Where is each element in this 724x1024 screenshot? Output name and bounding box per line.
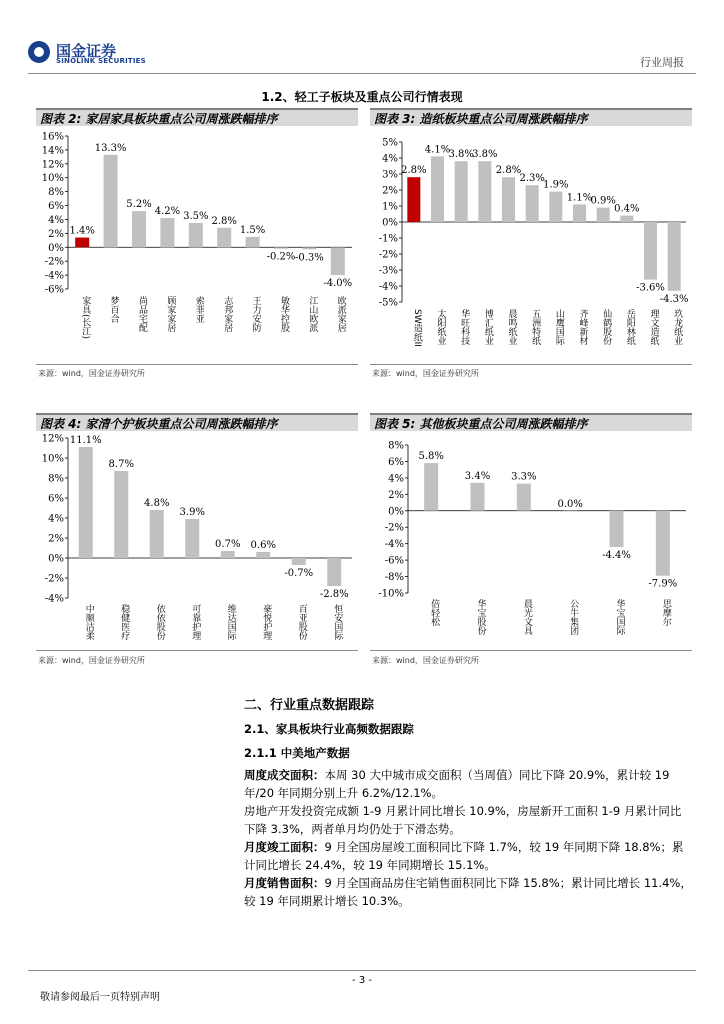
bar (668, 222, 681, 291)
category-label: 山鹰国际 (553, 309, 564, 345)
y-tick-label: -4% (384, 539, 404, 551)
data-label: 5.8% (418, 451, 444, 463)
category-label: 倍轻松 (429, 599, 440, 626)
bar (563, 511, 577, 512)
data-label: 2.3% (519, 173, 545, 185)
paragraph-label: 周度成交面积： (244, 768, 325, 782)
data-label: 1.9% (543, 179, 569, 191)
bar (455, 161, 468, 222)
y-tick-label: 6% (48, 201, 64, 213)
y-tick-label: -4% (378, 281, 398, 293)
chart5-title: 图表 5: 其他板块重点公司周涨跌幅排序 (370, 413, 692, 431)
paragraph-text: 9 月全国房屋竣工面积同比下降 1.7%，较 19 年同期下降 18.8%；累计同比增长 24.4%，较 19 年同期增长 15.1%。 (244, 840, 684, 872)
data-label: 0.6% (250, 540, 276, 551)
y-tick-label: 10% (41, 453, 64, 465)
category-label: 晨鸣纸业 (506, 309, 517, 345)
y-tick-label: 2% (48, 533, 64, 545)
y-tick-label: 0% (48, 242, 64, 254)
chart2-bottom-line (36, 364, 358, 365)
y-tick-label: -10% (378, 588, 404, 600)
category-label: 理文造纸 (648, 309, 659, 345)
bar (104, 155, 118, 247)
y-tick-label: -8% (384, 572, 404, 584)
bar (189, 223, 203, 247)
category-label: 依依股份 (154, 604, 165, 640)
data-label: 1.1% (566, 192, 593, 204)
y-tick-label: 12% (41, 159, 64, 171)
bar (217, 228, 231, 247)
chart3-title: 图表 3: 造纸板块重点公司周涨跌幅排序 (370, 108, 692, 126)
data-label: 0.4% (614, 203, 640, 215)
bar (471, 483, 485, 511)
category-label: 思摩尔 (660, 599, 671, 626)
y-tick-label: -4% (44, 593, 64, 605)
data-label: 3.3% (511, 471, 537, 483)
y-tick-label: -2% (44, 573, 64, 585)
bar (573, 204, 586, 222)
category-label: 岳阳林纸 (624, 309, 635, 345)
category-label: 豪悦护理 (261, 604, 272, 640)
category-label: 敏华控股 (279, 296, 289, 332)
subsection-heading: 2.1、家具板块行业高频数据跟踪 (244, 722, 414, 736)
category-label: 华旺科技 (459, 309, 470, 345)
category-label: 可靠护理 (190, 604, 201, 640)
disclaimer: 敬请参阅最后一页特别声明 (40, 992, 160, 1003)
bar (644, 222, 657, 280)
y-tick-label: 8% (48, 187, 64, 199)
y-tick-label: 6% (388, 456, 404, 468)
category-label: 恒安国际 (332, 604, 343, 640)
data-label: -0.7% (284, 568, 314, 579)
category-label: 五洲特纸 (530, 309, 541, 345)
data-label: 3.8% (472, 149, 498, 161)
y-tick-label: 14% (41, 145, 64, 157)
category-label: 华宝股份 (475, 599, 486, 635)
bar (610, 511, 624, 547)
data-label: 11.1% (69, 435, 102, 446)
chart4-source: 来源：wind，国金证券研究所 (38, 656, 145, 665)
bar (150, 510, 164, 558)
bar (185, 519, 199, 558)
chart2-source: 来源：wind，国金证券研究所 (38, 369, 145, 378)
bar (526, 185, 539, 222)
data-label: -4.4% (602, 549, 631, 561)
bar (256, 552, 270, 558)
data-label: -4.3% (659, 293, 689, 305)
chart5-bottom-line (370, 650, 692, 651)
category-label: 公牛集团 (568, 599, 579, 635)
category-label: 中顺洁柔 (83, 604, 94, 640)
y-tick-label: 4% (388, 473, 404, 485)
y-tick-label: 8% (388, 440, 404, 452)
y-tick-label: 0% (48, 553, 64, 565)
y-tick-label: 8% (48, 473, 64, 485)
category-label: 太阳纸业 (435, 309, 446, 345)
category-label: 稳健医疗 (119, 604, 130, 640)
y-tick-label: 2% (48, 228, 64, 240)
data-label: 4.8% (144, 498, 170, 509)
paragraph-text: 房地产开发投资完成额 1-9 月累计同比增长 10.9%，房屋新开工面积 1-9 月累计同比下降 3.3%，两者单月均仍处于下滑态势。 (244, 804, 682, 836)
bar (656, 511, 670, 576)
bar (160, 218, 174, 247)
y-tick-label: -1% (378, 233, 398, 245)
bar (327, 558, 341, 586)
y-tick-label: 0% (388, 506, 404, 518)
page-number: - 3 - (352, 975, 372, 986)
data-label: 0.9% (590, 195, 616, 207)
bar (517, 484, 531, 511)
data-label: -3.6% (636, 282, 665, 294)
data-label: 1.4% (69, 225, 95, 237)
category-label: 尚品宅配 (137, 296, 147, 332)
data-label: 0.7% (215, 539, 241, 550)
data-label: 8.7% (108, 459, 134, 470)
section-title: 1.2、轻工子板块及重点公司行情表现 (261, 90, 463, 104)
bar (478, 161, 491, 222)
category-label: 晨光文具 (521, 599, 532, 635)
category-label: 仙鹤股份 (601, 309, 612, 345)
y-tick-label: 2% (388, 489, 404, 501)
category-label: 博汇纸业 (482, 309, 493, 345)
category-label: 家具(长江) (80, 296, 91, 340)
footer-divider (28, 970, 696, 971)
category-label: 欧派家居 (335, 296, 346, 332)
y-tick-label: -2% (44, 256, 64, 268)
bar (620, 216, 633, 222)
category-label: 华宝国际 (614, 599, 625, 635)
bar (302, 247, 316, 249)
y-tick-label: 3% (382, 169, 398, 181)
data-label: 3.9% (179, 507, 205, 518)
header-divider (28, 73, 696, 74)
y-tick-label: 12% (41, 433, 64, 445)
category-label: 玖龙纸业 (672, 309, 683, 345)
y-tick-label: -6% (44, 284, 64, 296)
bar (246, 237, 260, 247)
data-label: -4.0% (323, 278, 353, 290)
data-label: 4.1% (424, 144, 451, 156)
chart2-svg (36, 126, 358, 364)
category-label: SW造纸II (411, 309, 422, 347)
report-type: 行业周报 (640, 56, 684, 69)
paragraph-text: 9 月全国商品房住宅销售面积同比下降 15.8%；累计同比增长 11.4%，较 19 年同期累计增长 10.3%。 (244, 876, 692, 908)
bar (331, 247, 345, 275)
section2-heading: 二、行业重点数据跟踪 (244, 698, 375, 713)
bar (274, 247, 288, 248)
category-label: 梦百合 (108, 296, 119, 323)
chart3-svg (370, 126, 692, 364)
paragraph-completion (244, 838, 692, 874)
paragraph-weekly-area (244, 766, 692, 802)
category-label: 志邦家居 (222, 296, 233, 332)
data-label: -0.2% (266, 251, 296, 263)
logo-text-en: SINOLINK SECURITIES (56, 57, 146, 65)
chart3-source: 来源：wind，国金证券研究所 (372, 369, 479, 378)
logo-text-cn: 国金证券 (56, 42, 117, 60)
y-tick-label: -2% (378, 249, 398, 261)
bar (597, 208, 610, 222)
category-label: 江山欧派 (307, 296, 318, 332)
paragraph-label: 月度竣工面积： (244, 840, 325, 854)
data-label: 1.5% (239, 224, 266, 236)
data-label: 5.2% (126, 199, 152, 211)
data-label: 13.3% (94, 142, 127, 154)
paragraph-text: 本周 30 大中城市成交面积（当周值）同比下降 20.9%，累计较 19 年/20 年同期分别上升 6.2%/12.1%。 (244, 768, 670, 800)
data-label: 3.4% (464, 470, 491, 482)
chart5-source: 来源：wind，国金证券研究所 (372, 656, 479, 665)
paragraph-sales (244, 874, 692, 910)
y-tick-label: -4% (44, 270, 64, 282)
data-label: -7.9% (648, 578, 678, 590)
category-label: 顾家家居 (165, 296, 176, 332)
chart5-svg (370, 431, 692, 649)
data-label: 2.8% (211, 215, 237, 227)
category-label: 齐峰新材 (577, 309, 588, 345)
bar (79, 447, 93, 558)
category-label: 维达国际 (225, 604, 236, 640)
subsubsection-heading: 2.1.1 中美地产数据 (244, 746, 350, 760)
chart3-bottom-line (370, 364, 692, 365)
bar (407, 177, 420, 222)
y-tick-label: 4% (48, 513, 64, 525)
y-tick-label: 6% (48, 493, 64, 505)
bar (424, 463, 438, 511)
bar (431, 156, 444, 222)
bar (132, 211, 146, 247)
data-label: 3.8% (448, 149, 474, 161)
y-tick-label: -5% (378, 297, 398, 309)
chart4-svg (36, 431, 358, 649)
bar (292, 558, 306, 565)
data-label: 3.5% (183, 210, 209, 222)
y-tick-label: 4% (48, 214, 64, 226)
data-label: -0.3% (295, 252, 324, 264)
y-tick-label: 0% (382, 217, 398, 229)
bar (114, 471, 128, 558)
bar (221, 551, 235, 558)
category-label: 王力安防 (250, 296, 261, 332)
data-label: 0.0% (557, 498, 583, 510)
logo-icon (28, 41, 50, 63)
y-tick-label: 4% (382, 153, 398, 165)
paragraph-label: 月度销售面积： (244, 876, 325, 890)
y-tick-label: -6% (384, 555, 404, 567)
y-tick-label: -2% (384, 522, 404, 534)
chart4-title: 图表 4: 家清个护板块重点公司周涨跌幅排序 (36, 413, 358, 431)
chart2-title: 图表 2: 家居家具板块重点公司周涨跌幅排序 (36, 108, 358, 126)
y-tick-label: 1% (382, 201, 398, 213)
y-tick-label: -3% (378, 265, 398, 277)
category-label: 索菲亚 (193, 296, 204, 323)
bar (549, 192, 562, 222)
data-label: 4.2% (154, 206, 181, 218)
y-tick-label: 5% (382, 137, 398, 149)
bar (502, 177, 515, 222)
y-tick-label: 2% (382, 185, 398, 197)
data-label: 2.8% (495, 165, 522, 177)
y-tick-label: 10% (41, 173, 64, 185)
chart4-bottom-line (36, 650, 358, 651)
category-label: 百亚股份 (296, 604, 307, 640)
paragraph-investment (244, 802, 692, 838)
data-label: 2.8% (401, 165, 427, 177)
y-tick-label: 16% (41, 131, 64, 143)
bar (75, 238, 89, 248)
data-label: -2.8% (319, 589, 349, 600)
